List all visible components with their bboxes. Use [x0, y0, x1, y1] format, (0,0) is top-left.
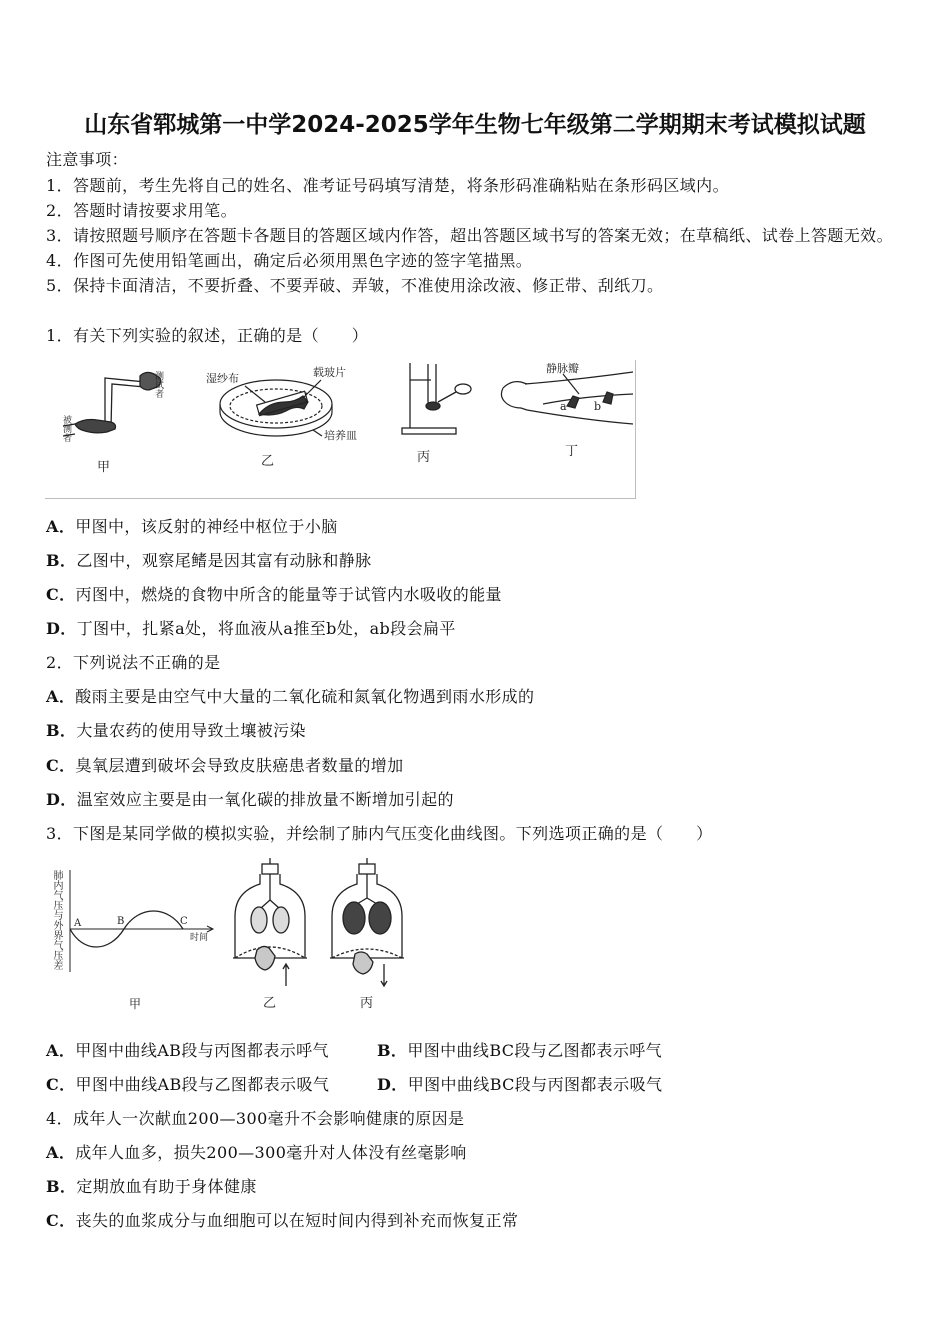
arm-vein-drawing	[501, 372, 633, 424]
food-burning-drawing	[402, 363, 471, 434]
point-b-label: b	[594, 400, 602, 413]
petri-dish-pointer	[313, 430, 322, 436]
hand-outline	[501, 388, 527, 410]
notice-item: 5．保持卡面清洁，不要折叠、不要弄破、弄皱，不准使用涂改液、修正带、刮纸刀。	[46, 276, 664, 295]
fingers	[503, 382, 527, 388]
ruler	[105, 378, 145, 428]
option-a	[46, 1143, 467, 1163]
question-4-stem: 4．成年人一次献血200—300毫升不会影响健康的原因是	[46, 1109, 465, 1128]
option-text: 大量农药的使用导致土壤被污染	[76, 721, 306, 740]
option-text: 丙图中，燃烧的食物中所含的能量等于试管内水吸收的能量	[75, 585, 502, 604]
option-text: 丁图中，扎紧a处，将血液从a推至b处，ab段会扁平	[76, 619, 456, 638]
point-c-label: C	[180, 916, 188, 927]
option-letter: B．	[46, 551, 77, 570]
press-finger-b	[603, 392, 613, 404]
option-text: 丧失的血浆成分与血细胞可以在短时间内得到补充而恢复正常	[75, 1211, 519, 1230]
question-3-figure	[45, 858, 415, 1018]
option-d	[46, 619, 456, 639]
option-text: 甲图中，该反射的神经中枢位于小脑	[75, 517, 338, 536]
press-finger-a	[567, 396, 579, 408]
panel-label-yi: 乙	[261, 454, 275, 469]
subject-label: 被测者	[61, 415, 71, 442]
point-a-label: A	[74, 918, 82, 929]
pressure-curve-graph	[70, 870, 213, 972]
notice-item: 3．请按照题号顺序在答题卡各题目的答题区域内作答，超出答题区域书写的答案无效；在草稿纸、试卷上答题无效。	[46, 226, 893, 245]
y-axis-label: 肺内气压与外界气压差	[51, 870, 62, 970]
point-b-label: B	[117, 916, 125, 927]
vein	[543, 394, 633, 404]
option-letter: B．	[46, 1177, 77, 1196]
slide-label: 载玻片	[313, 366, 346, 379]
arrow-up	[283, 964, 289, 986]
valve-pointer	[563, 374, 579, 394]
arrow-down	[381, 964, 387, 986]
trachea-branches	[357, 898, 377, 904]
arm-upper-edge	[525, 372, 633, 384]
option-a	[46, 517, 338, 537]
rubber-stopper	[359, 864, 375, 874]
hand	[353, 952, 373, 974]
stand-base	[402, 428, 456, 434]
rubber-stopper	[262, 864, 278, 874]
option-text: 甲图中曲线AB段与丙图都表示呼气	[75, 1041, 329, 1060]
option-text: 臭氧层遭到破坏会导致皮肤癌患者数量的增加	[75, 756, 404, 775]
flame	[426, 402, 440, 410]
option-letter: D．	[46, 790, 77, 809]
test-tube	[428, 364, 436, 406]
tester-label: 测试者	[153, 371, 163, 398]
vein-valve-label: 静脉瓣	[546, 362, 579, 375]
option-d	[46, 790, 454, 810]
petri-dish-label: 培养皿	[324, 429, 357, 442]
panel-label-bing: 丙	[360, 996, 374, 1011]
notice-item: 1．答题前，考生先将自己的姓名、准考证号码填写清楚，将条形码准确粘贴在条形码区域内。	[46, 176, 729, 195]
option-text: 甲图中曲线BC段与丙图都表示吸气	[407, 1075, 663, 1094]
petri-dish-drawing	[220, 380, 332, 436]
option-letter: C．	[46, 585, 76, 604]
option-text: 乙图中，观察尾鳍是因其富有动脉和静脉	[76, 551, 372, 570]
wet-gauze-pointer	[245, 386, 265, 402]
left-balloon-lung	[343, 902, 365, 934]
burning-needle	[438, 392, 456, 402]
bell-jar-bing	[330, 858, 404, 986]
right-balloon-lung	[369, 902, 391, 934]
point-a-label: a	[560, 400, 567, 413]
option-letter: A．	[46, 687, 76, 706]
option-c	[46, 756, 404, 776]
option-a	[46, 1041, 329, 1061]
option-letter: A．	[46, 1143, 76, 1162]
ruler-drop-drawing	[63, 372, 161, 436]
option-letter: A．	[46, 517, 76, 536]
arm-lower-edge	[527, 410, 633, 424]
notice-heading: 注意事项：	[46, 150, 129, 169]
notice-item: 4．作图可先使用铅笔画出，确定后必须用黑色字迹的签字笔描黑。	[46, 251, 533, 270]
option-c	[46, 1075, 329, 1095]
wet-gauze-label: 湿纱布	[206, 372, 239, 385]
option-a	[46, 687, 534, 707]
left-balloon-lung	[251, 907, 267, 933]
panel-label-yi: 乙	[263, 996, 277, 1011]
option-b	[46, 551, 372, 571]
option-letter: B．	[377, 1041, 408, 1060]
option-d	[377, 1075, 662, 1095]
option-b	[46, 721, 306, 741]
question-2-stem: 2．下列说法不正确的是	[46, 653, 221, 672]
option-text: 酸雨主要是由空气中大量的二氧化硫和氮氧化物遇到雨水形成的	[75, 687, 535, 706]
option-text: 甲图中曲线BC段与乙图都表示呼气	[407, 1041, 663, 1060]
option-letter: A．	[46, 1041, 76, 1060]
option-letter: C．	[46, 1075, 76, 1094]
option-text: 定期放血有助于身体健康	[76, 1177, 257, 1196]
panel-label-jia: 甲	[97, 460, 111, 475]
notice-item: 2．答题时请按要求用笔。	[46, 201, 237, 220]
page-title: 山东省郓城第一中学2024-2025学年生物七年级第二学期期末考试模拟试题	[84, 112, 866, 138]
x-axis-label: 时间	[190, 933, 209, 943]
option-b	[46, 1177, 257, 1197]
hand	[255, 946, 275, 970]
right-balloon-lung	[273, 907, 289, 933]
bell-jar-yi	[233, 858, 307, 986]
option-c	[46, 1211, 518, 1231]
option-letter: B．	[46, 721, 77, 740]
option-c	[46, 585, 502, 605]
option-b	[377, 1041, 662, 1061]
question-3-stem: 3．下图是某同学做的模拟实验，并绘制了肺内气压变化曲线图。下列选项正确的是（ ）	[46, 824, 713, 843]
question-1-stem: 1．有关下列实验的叙述，正确的是（ ）	[46, 326, 369, 345]
food-holder	[455, 384, 471, 394]
option-text: 温室效应主要是由一氧化碳的排放量不断增加引起的	[76, 790, 454, 809]
subject-hand	[75, 420, 116, 433]
option-letter: D．	[46, 619, 77, 638]
option-letter: D．	[377, 1075, 408, 1094]
fish	[259, 396, 308, 415]
panel-label-bing: 丙	[417, 450, 431, 465]
option-letter: C．	[46, 756, 76, 775]
option-text: 成年人血多，损失200—300毫升对人体没有丝毫影响	[75, 1143, 467, 1162]
option-letter: C．	[46, 1211, 76, 1230]
panel-label-jia: 甲	[129, 997, 142, 1011]
panel-label-ding: 丁	[565, 444, 579, 459]
option-text: 甲图中曲线AB段与乙图都表示吸气	[75, 1075, 330, 1094]
trachea-branches	[261, 900, 279, 908]
